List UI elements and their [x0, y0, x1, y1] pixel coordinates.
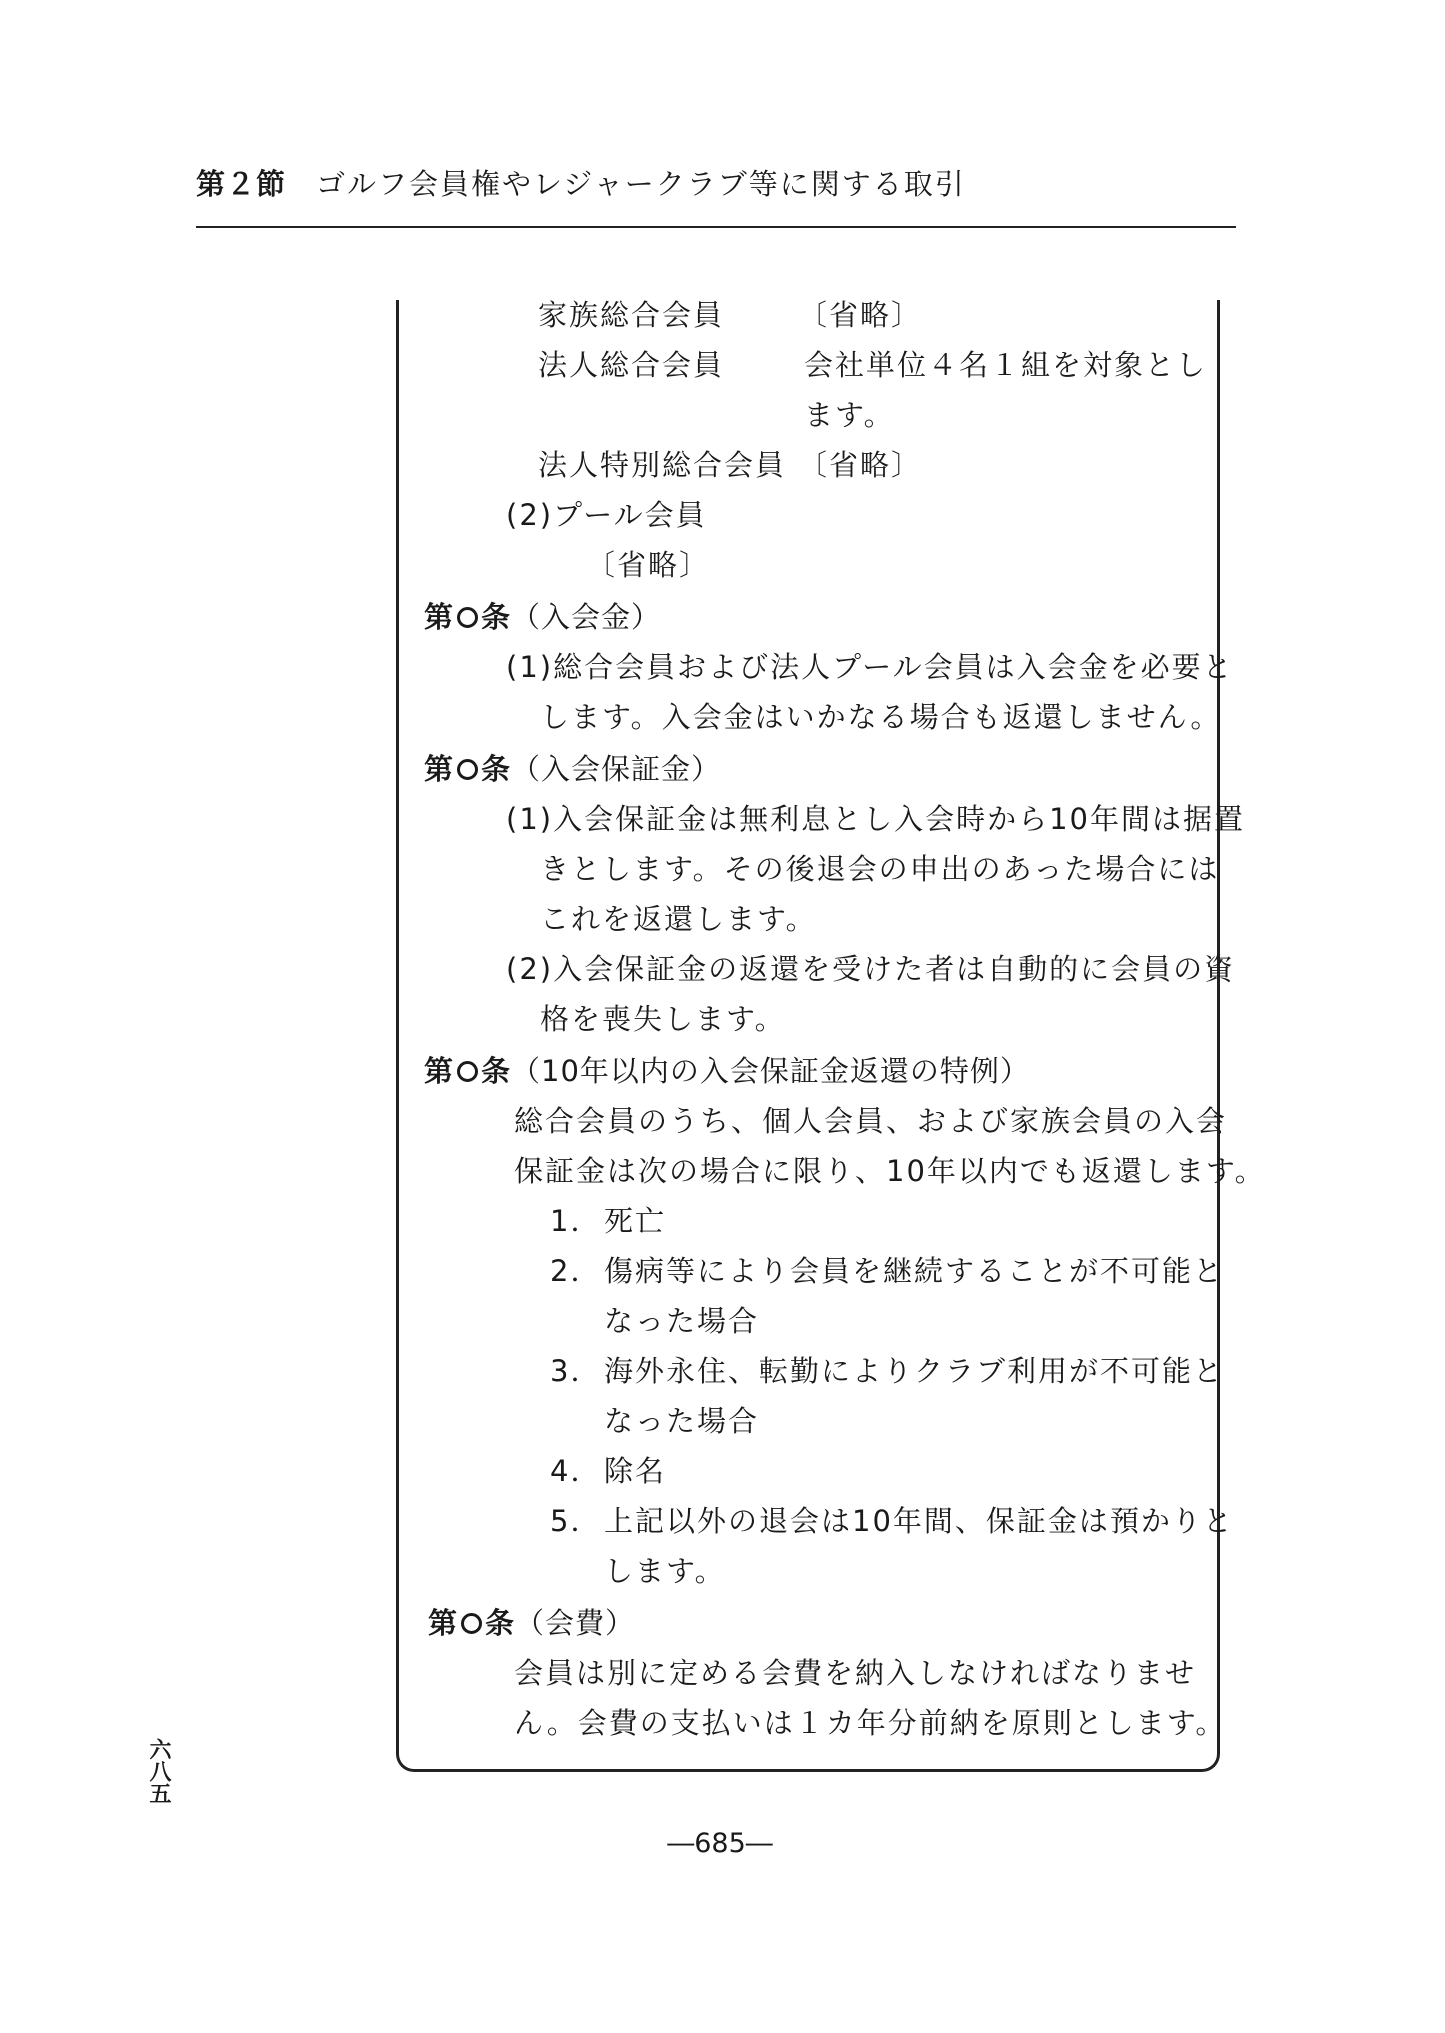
article-number-placeholder [457, 607, 478, 628]
running-header [196, 164, 1236, 204]
side-page-number: 六八五 [146, 1738, 171, 1804]
article-heading: 第 条（入会保証金） [424, 752, 722, 786]
article-title: （入会保証金） [511, 752, 722, 786]
article-text: (1)総合会員および法人プール会員は入会金を必要と [506, 650, 1234, 684]
pool-member-label: (2)プール会員 [506, 498, 707, 532]
member-desc: ます。 [804, 398, 895, 432]
list-item-number: 2． [550, 1254, 602, 1288]
article-title: （会費） [515, 1606, 636, 1640]
article-text: 保証金は次の場合に限り、10年以内でも返還します。 [514, 1154, 1266, 1188]
list-item-text: なった場合 [604, 1404, 760, 1438]
list-item-number: 4． [550, 1454, 602, 1488]
list-item-number: 3． [550, 1354, 602, 1388]
article-text: します。入会金はいかなる場合も返還しません。 [540, 700, 1222, 734]
member-desc: 会社単位４名１組を対象とし [804, 348, 1208, 382]
article-text: 総合会員のうち、個人会員、および家族会員の入会 [514, 1104, 1228, 1138]
article-text: 格を喪失します。 [540, 1002, 786, 1036]
list-item-text: なった場合 [604, 1304, 760, 1338]
article-heading: 第 条（会費） [428, 1606, 636, 1640]
pool-member-desc: 〔省略〕 [586, 548, 711, 582]
article-number-placeholder [461, 1613, 482, 1634]
list-item-text: します。 [604, 1554, 726, 1588]
member-desc: 〔省略〕 [798, 448, 923, 482]
article-number-placeholder [457, 759, 478, 780]
section-title: ゴルフ会員権やレジャークラブ等に関する取引 [316, 167, 966, 201]
article-heading: 第 条（入会金） [424, 600, 662, 634]
article-text: これを返還します。 [540, 902, 817, 936]
member-name: 家族総合会員 [538, 298, 725, 332]
member-name: 法人特別総合会員 [538, 448, 787, 482]
article-text: 会員は別に定める会費を納入しなければなりませ [514, 1656, 1197, 1690]
section-number: 第２節 [196, 167, 287, 201]
list-item-text: 傷病等により会員を継続することが不可能と [604, 1254, 1225, 1288]
page-number: ―685― [667, 1828, 773, 1859]
list-item-text: 海外永住、転勤によりクラブ利用が不可能と [604, 1354, 1225, 1388]
article-text: (2)入会保証金の返還を受けた者は自動的に会員の資 [506, 952, 1236, 986]
list-item-text: 死亡 [604, 1204, 667, 1238]
list-item-text: 除名 [604, 1454, 667, 1488]
article-heading: 第 条（10年以内の入会保証金返還の特例） [424, 1054, 1030, 1088]
list-item-number: 1． [550, 1204, 602, 1238]
list-item-number: 5． [550, 1504, 602, 1538]
article-text: ん。会費の支払いは１カ年分前納を原則とします。 [514, 1706, 1227, 1740]
header-rule [196, 226, 1236, 228]
member-name: 法人総合会員 [538, 348, 725, 382]
list-item-text: 上記以外の退会は10年間、保証金は預かりと [604, 1504, 1234, 1538]
article-text: (1)入会保証金は無利息とし入会時から10年間は据置 [506, 802, 1245, 836]
article-title: （入会金） [511, 600, 662, 634]
article-text: きとします。その後退会の申出のあった場合には [540, 852, 1220, 886]
article-number-placeholder [457, 1061, 478, 1082]
member-desc: 〔省略〕 [798, 298, 923, 332]
article-title: （10年以内の入会保証金返還の特例） [511, 1054, 1030, 1088]
